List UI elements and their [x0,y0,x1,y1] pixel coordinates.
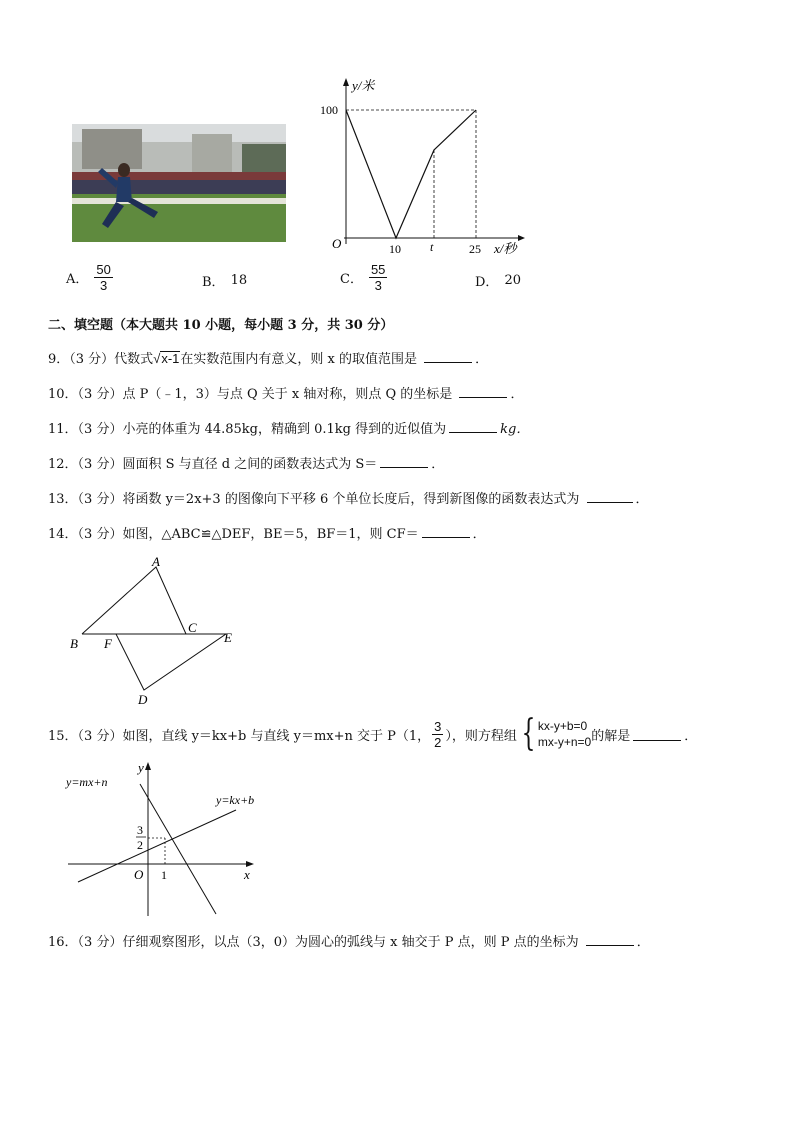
question-13: 13．（3 分）将函数 y＝2x+3 的图像向下平移 6 个单位长度后，得到新图像的函数表达式为 ． [48,492,649,507]
answer-blank-10[interactable] [459,385,507,398]
y-tick-100: 100 [320,103,338,117]
label-x: x [244,867,250,882]
y-label: y/米 [352,78,375,93]
triangle-abc [82,567,186,634]
section-title: 二、填空题（本大题共 10 小题，每小题 3 分，共 30 分） [48,318,394,333]
label-tick-1: 1 [161,868,167,882]
x-axis-arrow [518,235,525,241]
triangle-def [116,634,226,690]
answer-blank-15[interactable] [633,728,681,741]
photo-drawing [72,124,286,242]
equation-system: { kx-y+b=0 mx-y+n=0 [521,713,592,754]
graph-path [346,110,476,238]
label-b: B [70,636,78,651]
y-axis-arrow [145,762,151,770]
distance-time-graph [318,72,528,257]
x-tick-10: 10 [389,242,401,256]
label-d: D [138,692,148,707]
question-16: 16．（3 分）仔细观察图形，以点（3，0）为圆心的弧线与 x 轴交于 P 点，则 P 点的坐标为 ． [48,935,650,950]
label-e: E [224,630,232,645]
question-9: 9．（3 分）代数式 √ x-1 在实数范围内有意义，则 x 的取值范围是 ． [48,351,489,367]
x-tick-t: t [430,240,434,254]
label-y-den: 2 [137,838,143,852]
answer-blank-12[interactable] [380,455,428,468]
sqrt-expression: √ x-1 [153,351,180,366]
option-a: A． $\frac{50}{3}$ [66,262,111,293]
option-c: C． $\frac{55}{3}$ [340,262,386,293]
running-photo [72,124,286,242]
option-d: D． 20 [475,273,521,290]
answer-blank-13[interactable] [587,490,633,503]
x-label: x/秒 [494,241,517,256]
origin-label: O [332,236,342,251]
fraction-a: $\frac{50}{3}$ [96,262,111,293]
label-c: C [188,620,197,635]
answer-blank-9[interactable] [424,350,472,363]
fraction-3-2: $\frac{3}{2}$ [434,718,442,750]
label-origin: O [134,867,144,882]
triangles-figure [64,552,244,712]
option-b: B． 18 [202,273,248,290]
answer-blank-16[interactable] [586,933,634,946]
y-axis-arrow [343,78,349,86]
label-kx-b: y=kx+b [216,793,255,807]
lines-figure [60,758,270,920]
question-15: 15．（3 分）如图，直线 y＝kx+b 与直线 y＝mx+n 交于 P（1， $\frac{3}{2}$ ），则方程组 { kx-y+b=0 mx-y+n=0 的解是 ． [48,713,698,754]
label-a: A [152,554,160,569]
question-12: 12．（3 分）圆面积 S 与直径 d 之间的函数表达式为 S＝ ． [48,457,445,472]
answer-blank-11[interactable] [449,420,497,433]
x-tick-25: 25 [469,242,481,256]
line-kx-b [78,810,236,882]
label-f: F [104,636,112,651]
question-11: 11．（3 分）小亮的体重为 44.85kg，精确到 0.1kg 得到的近似值为 kg． [48,422,530,437]
label-y: y [138,760,144,775]
label-y-num: 3 [137,823,143,837]
question-10: 10．（3 分）点 P（﹣1，3）与点 Q 关于 x 轴对称，则点 Q 的坐标是 ． [48,387,524,402]
fraction-c: $\frac{55}{3}$ [370,262,386,293]
label-mx-n: y=mx+n [66,775,108,789]
question-14: 14．（3 分）如图，△ABC≌△DEF，BE＝5，BF＝1，则 CF＝ ． [48,527,486,542]
answer-blank-14[interactable] [422,525,470,538]
